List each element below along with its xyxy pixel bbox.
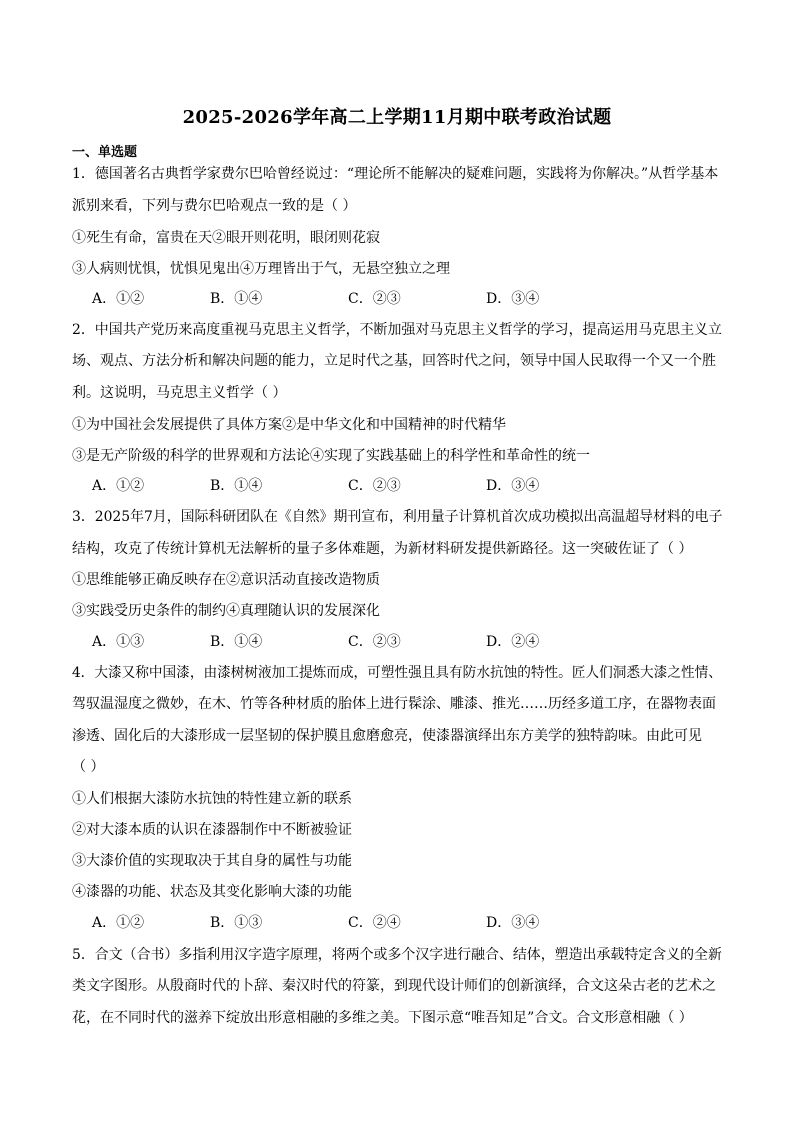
q3-stem-line-1: 3．2025年7月，国际科研团队在《自然》期刊宣布，利用量子计算机首次成功模拟出高温超导材料的电子 <box>72 509 723 525</box>
q4-statement-4: ④漆器的功能、状态及其变化影响大漆的功能 <box>72 884 352 900</box>
q4-option-d[interactable]: D．③④ <box>486 915 540 931</box>
q3-option-c[interactable]: C．②③ <box>348 634 401 650</box>
q4-stem-line-2: 驾驭温湿度之微妙，在木、竹等各种材质的胎体上进行髹涂、雕漆、推光……历经多道工序，在器物表面 <box>72 696 716 712</box>
q4-stem-line-1: 4．大漆又称中国漆，由漆树树液加工提炼而成，可塑性强且具有防水抗蚀的特性。匠人们洞悉大漆之性情、 <box>72 665 722 681</box>
q4-option-b[interactable]: B．①③ <box>210 915 263 931</box>
q5-stem-line-3: 花，在不同时代的滋养下绽放出形意相融的多维之美。下图示意“唯吾知足”合文。合文形意相融（ ） <box>72 1010 693 1026</box>
q3-option-b[interactable]: B．①④ <box>210 634 263 650</box>
q2-option-c[interactable]: C．②③ <box>348 478 401 494</box>
q4-option-c[interactable]: C．②④ <box>348 915 401 931</box>
q2-statement-1: ①为中国社会发展提供了具体方案②是中华文化和中国精神的时代精华 <box>72 417 506 433</box>
q5-stem-line-1: 5．合文（合书）多指利用汉字造字原理，将两个或多个汉字进行融合、结体，塑造出承载特定含义的全新 <box>72 947 722 963</box>
q4-statement-1: ①人们根据大漆防水抗蚀的特性建立新的联系 <box>72 791 352 807</box>
q4-stem-line-3: 渗透、固化后的大漆形成一层坚韧的保护膜且愈磨愈亮，使漆器演绎出东方美学的独特韵味。由此可见 <box>72 728 702 744</box>
q1-option-d[interactable]: D．③④ <box>486 291 540 307</box>
q3-option-d[interactable]: D．②④ <box>486 634 540 650</box>
q3-statement-1: ①思维能够正确反映存在②意识活动直接改造物质 <box>72 572 380 588</box>
q2-option-a[interactable]: A．①② <box>92 478 145 494</box>
q3-statement-2: ③实践受历史条件的制约④真理随认识的发展深化 <box>72 603 380 619</box>
q1-stem-line-2: 派别来看，下列与费尔巴哈观点一致的是（ ） <box>72 198 357 214</box>
q2-statement-2: ③是无产阶级的科学的世界观和方法论④实现了实践基础上的科学性和革命性的统一 <box>72 448 590 464</box>
q1-option-c[interactable]: C．②③ <box>348 291 401 307</box>
q1-statement-1: ①死生有命，富贵在天②眼开则花明，眼闭则花寂 <box>72 230 380 246</box>
q2-option-d[interactable]: D．③④ <box>486 478 540 494</box>
q2-stem-line-3: 利。这说明，马克思主义哲学（ ） <box>72 385 287 401</box>
section-heading: 一、单选题 <box>72 145 138 160</box>
q2-stem-line-2: 场、观点、方法分析和解决问题的能力，立足时代之基，回答时代之问，领导中国人民取得一个又一个胜 <box>72 353 716 369</box>
q1-option-a[interactable]: A．①② <box>92 291 145 307</box>
q4-option-a[interactable]: A．①② <box>92 915 145 931</box>
q1-option-b[interactable]: B．①④ <box>210 291 263 307</box>
q3-stem-line-2: 结构，攻克了传统计算机无法解析的量子多体难题，为新材料研发提供新路径。这一突破佐证了（ ） <box>72 541 693 557</box>
q4-statement-3: ③大漆价值的实现取决于其自身的属性与功能 <box>72 853 352 869</box>
page-title: 2025-2026学年高二上学期11月期中联考政治试题 <box>182 107 612 128</box>
q4-statement-2: ②对大漆本质的认识在漆器制作中不断被验证 <box>72 822 352 838</box>
q1-statement-2: ③人病则忧惧，忧惧见鬼出④万理皆出于气，无悬空独立之理 <box>72 261 450 277</box>
q5-stem-line-2: 类文字图形。从殷商时代的卜辞、秦汉时代的符篆，到现代设计师们的创新演绎，合文这朵古老的艺术之 <box>72 978 716 994</box>
q2-option-b[interactable]: B．①④ <box>210 478 263 494</box>
q3-option-a[interactable]: A．①③ <box>92 634 145 650</box>
q4-stem-line-4: （ ） <box>72 759 105 775</box>
q2-stem-line-1: 2．中国共产党历来高度重视马克思主义哲学，不断加强对马克思主义哲学的学习，提高运用马克思主义立 <box>72 322 722 338</box>
q1-stem-line-1: 1．德国著名古典哲学家费尔巴哈曾经说过：“理论所不能解决的疑难问题，实践将为你解决。”从哲学基本 <box>72 166 719 182</box>
